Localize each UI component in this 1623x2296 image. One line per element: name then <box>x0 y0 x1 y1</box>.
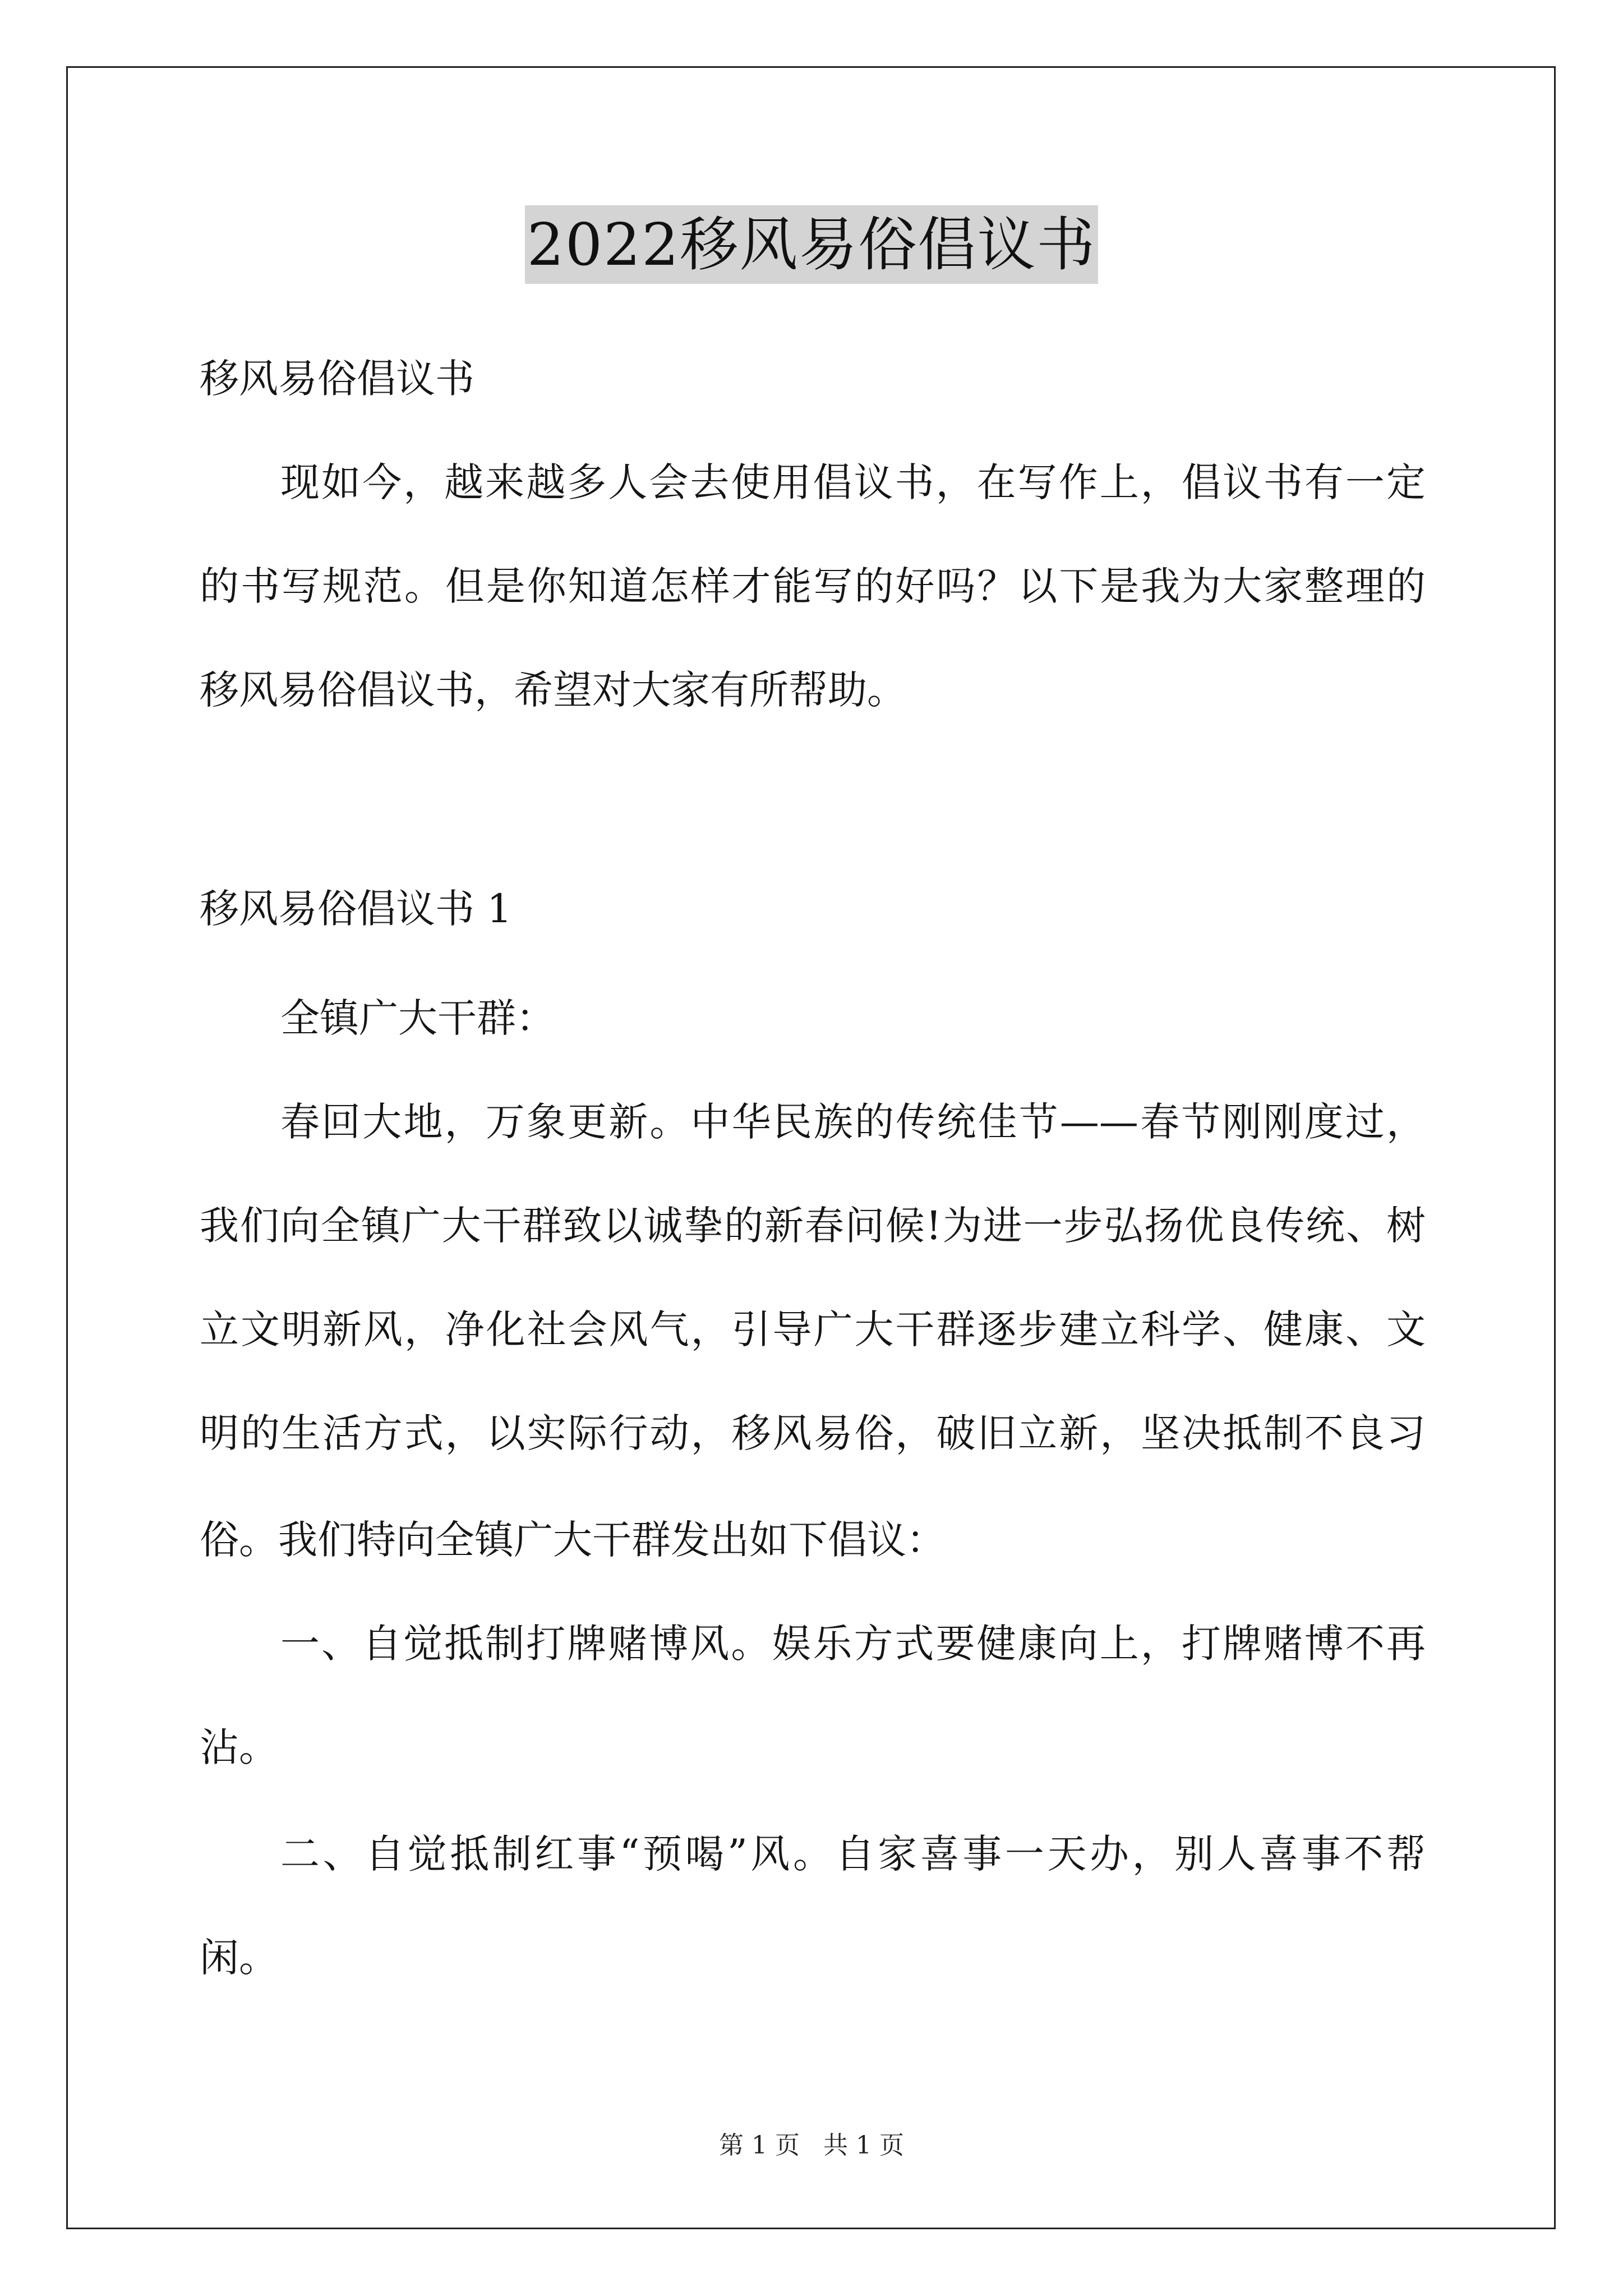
body-line-1: 春回大地，万象更新。中华民族的传统佳节——春节刚刚度过， <box>280 1099 1426 1145</box>
item-2-line-2: 闲。 <box>200 1935 278 1981</box>
title-wrap <box>0 205 1623 284</box>
intro-line-2: 的书写规范。但是你知道怎样才能写的好吗？以下是我为大家整理的 <box>200 563 1426 609</box>
section-heading: 移风易俗倡议书 1 <box>200 886 512 932</box>
page-footer: 第 1 页 共 1 页 <box>719 2131 904 2160</box>
document-title: 2022移风易俗倡议书 <box>525 205 1099 284</box>
salutation: 全镇广大干群： <box>280 995 555 1041</box>
item-1-line-1: 一、自觉抵制打牌赌博风。娱乐方式要健康向上，打牌赌博不再 <box>280 1621 1426 1667</box>
item-1-line-2: 沾。 <box>200 1724 278 1770</box>
intro-line-1: 现如今，越来越多人会去使用倡议书，在写作上，倡议书有一定 <box>280 459 1426 505</box>
item-2-line-1: 二、自觉抵制红事“预喝”风。自家喜事一天办，别人喜事不帮 <box>280 1831 1426 1877</box>
body-line-3: 立文明新风，净化社会风气，引导广大干群逐步建立科学、健康、文 <box>200 1306 1426 1352</box>
body-line-4: 明的生活方式，以实际行动，移风易俗，破旧立新，坚决抵制不良习 <box>200 1410 1426 1456</box>
body-line-2: 我们向全镇广大干群致以诚挚的新春问候!为进一步弘扬优良传统、树 <box>200 1203 1426 1249</box>
body-line-5: 俗。我们特向全镇广大干群发出如下倡议： <box>200 1517 946 1563</box>
subtitle: 移风易俗倡议书 <box>200 356 474 402</box>
intro-line-3: 移风易俗倡议书，希望对大家有所帮助。 <box>200 667 906 713</box>
